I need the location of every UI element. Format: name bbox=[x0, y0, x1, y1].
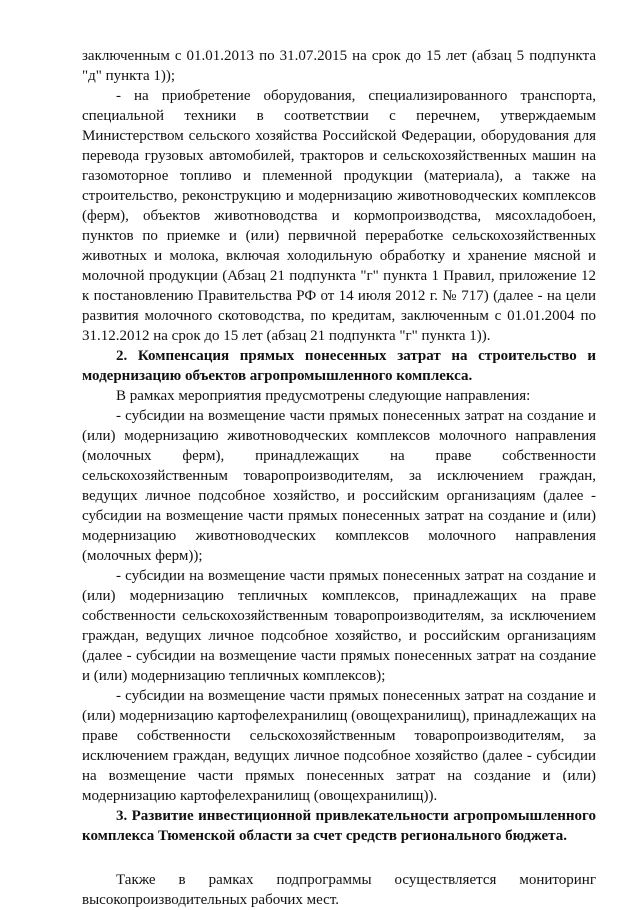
closing-paragraph: Также в рамках подпрограммы осуществляется мониторинг высокопроизводительных рабочих мест. bbox=[82, 872, 596, 908]
subsidy-storage-paragraph: - субсидии на возмещение части прямых понесенных затрат на создание и (или) модернизацию картофелехранилищ (овощехранилищ), принадлежащих на праве собственности сельскохозяйственным товаропроизводителям, за исключением граждан, ведущих личное подсобное хозяйство (далее - субсидии на возмещение части прямых понесенных затрат на создание и (или) модернизацию картофелехранилищ (овощехранилищ)). bbox=[82, 688, 596, 804]
subsidy-greenhouse-paragraph: - субсидии на возмещение части прямых понесенных затрат на создание и (или) модернизацию тепличных комплексов, принадлежащих на праве собственности сельскохозяйственным товаропроизводителям, за исключением граждан, ведущих личное подсобное хозяйство, и российским организациям (далее - субсидии на возмещение части прямых понесенных затрат на создание и (или) модернизацию тепличных комплексов); bbox=[82, 568, 596, 684]
section-2-lead: В рамках мероприятия предусмотрены следующие направления: bbox=[116, 388, 531, 404]
subsidy-dairy-paragraph: - субсидии на возмещение части прямых понесенных затрат на создание и (или) модернизацию животноводческих комплексов молочного направления (молочных ферм), принадлежащих на праве собственности сельскохозяйственным товаропроизводителям, за исключением граждан, ведущих личное подсобное хозяйство, и российским организациям (далее - субсидии на возмещение части прямых понесенных затрат на создание и (или) модернизацию животноводческих комплексов молочного направления (молочных ферм)); bbox=[82, 408, 596, 564]
section-3-heading: 3. Развитие инвестиционной привлекательности агропромышленного комплекса Тюменской области за счет средств регионального бюджета. bbox=[82, 808, 596, 844]
section-2-heading: 2. Компенсация прямых понесенных затрат на строительство и модернизацию объектов агропромышленного комплекса. bbox=[82, 348, 596, 384]
document-page bbox=[82, 46, 596, 910]
equipment-item-paragraph: - на приобретение оборудования, специализированного транспорта, специальной техники в соответствии с перечнем, утверждаемым Министерством сельского хозяйства Российской Федерации, оборудования для перевода грузовых автомобилей, тракторов и сельскохозяйственных машин на газомоторное топливо и племенной продукции (материала), а также на строительство, реконструкцию и модернизацию животноводческих комплексов (ферм), объектов животноводства и кормопроизводства, мясохладобоен, пунктов по приемке и (или) первичной переработке сельскохозяйственных животных и молока, включая холодильную обработку и хранение мясной и молочной продукции (Абзац 21 подпункта "г" пункта 1 Правил, приложение 12 к постановлению Правительства РФ от 14 июля 2012 г. № 717) (далее - на цели развития молочного скотоводства, по кредитам, заключенным с 01.01.2004 по 31.12.2012 на срок до 15 лет (абзац 21 подпункта "г" пункта 1)). bbox=[82, 88, 596, 344]
intro-paragraph: заключенным с 01.01.2013 по 31.07.2015 на срок до 15 лет (абзац 5 подпункта "д" пункта 1)); bbox=[82, 48, 596, 84]
paragraph-gap bbox=[82, 846, 596, 870]
